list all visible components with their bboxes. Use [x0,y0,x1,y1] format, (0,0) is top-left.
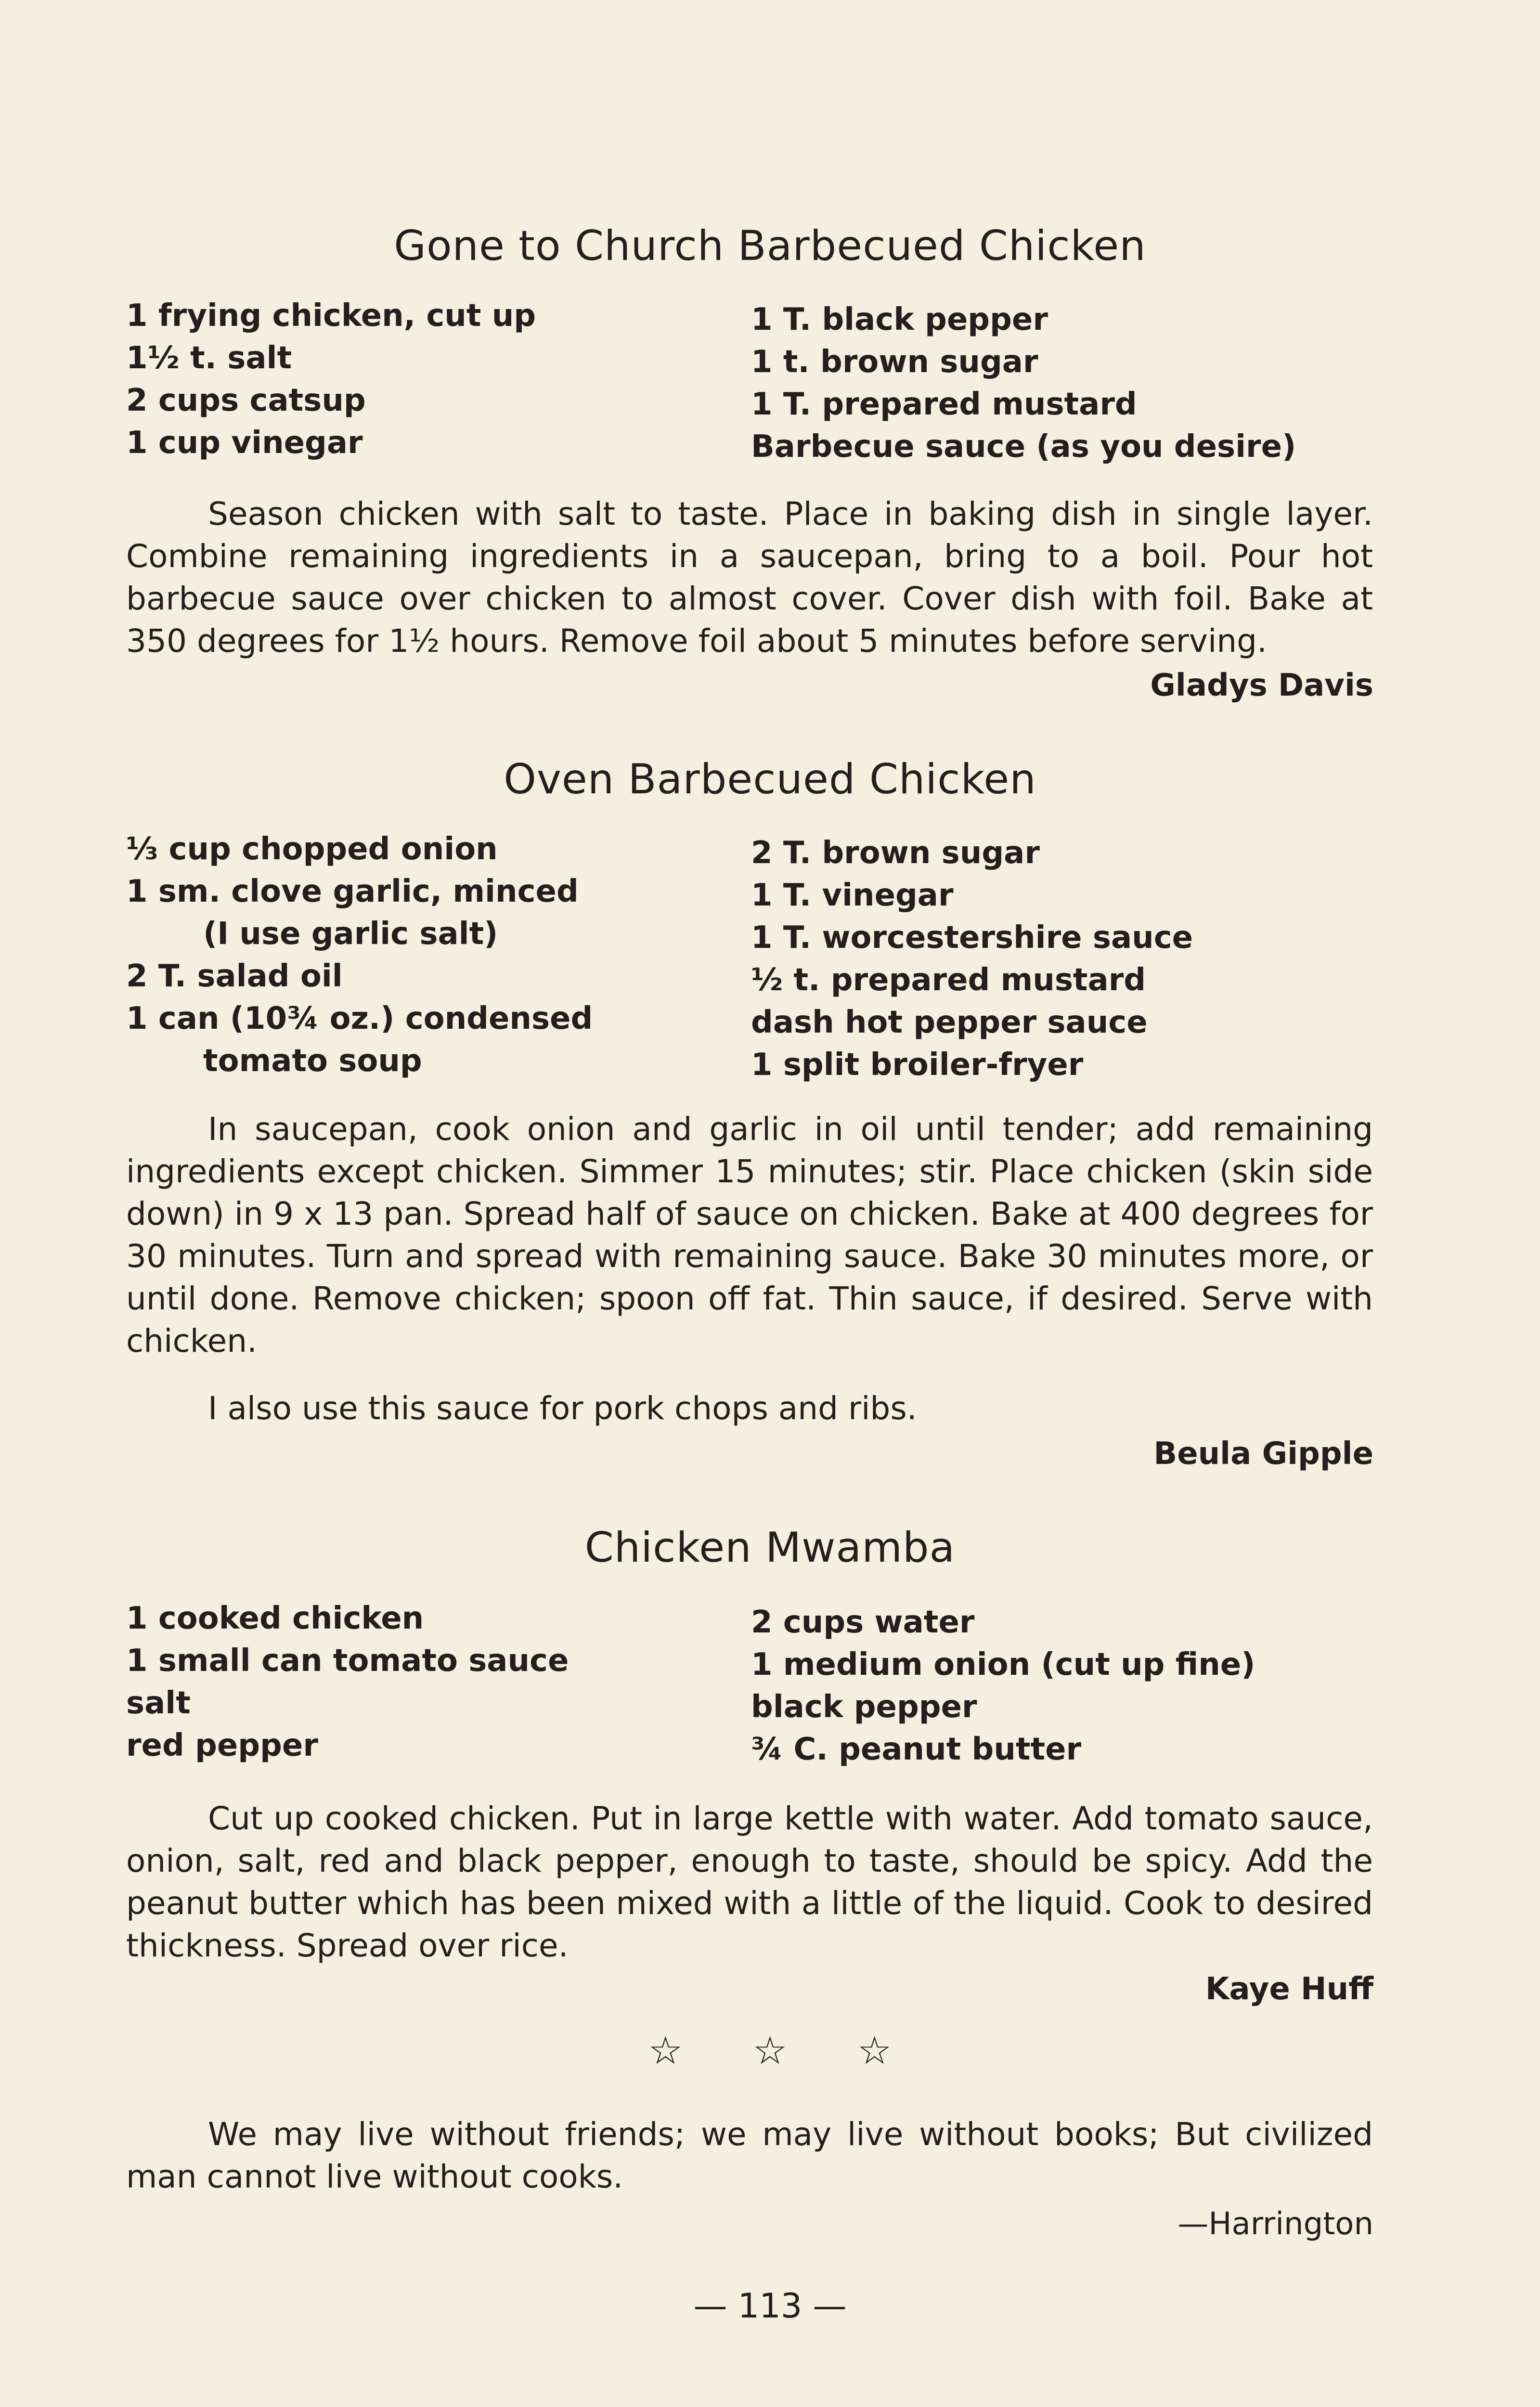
ingredient: ⅓ cup chopped onion [126,831,498,867]
recipe-note: I also use this sauce for pork chops and ribs. [208,1390,917,1427]
ingredient: 1 cup vinegar [126,425,363,461]
star-divider [0,2028,1540,2073]
star-icon: ☆ [857,2028,892,2073]
ingredient-list-right [751,1601,1255,1771]
ingredient: 1 sm. clove garlic, minced [126,874,579,909]
ingredient: 2 cups catsup [126,383,366,418]
ingredient-list-left [126,1597,569,1767]
ingredient: dash hot pepper sauce [751,1005,1148,1040]
recipe-author: Kaye Huff [1205,1971,1373,2007]
recipe-directions: In saucepan, cook onion and garlic in oil until tender; add remaining ingredients except chicken. Simmer 15 minutes; stir. Place chicken (skin side down) in 9 x 13 pan. Spread half of sauce on chicken. Bake at 400 degrees for 30 minutes. Turn and spread with remaining sauce. Bake 30 minutes more, or until done. Remove chicken; spoon off fat. Thin sauce, if desired. Serve with chicken. [126,1111,1373,1359]
ingredient: 1 T. prepared mustard [751,387,1137,422]
ingredient: 1 T. black pepper [751,302,1048,337]
page-number: — 113 — [693,2286,847,2326]
ingredient: 1 cooked chicken [126,1601,424,1636]
ingredient: ½ t. prepared mustard [751,962,1146,998]
ingredient: (I use garlic salt) [203,916,498,952]
quote-author: —Harrington [1178,2206,1373,2242]
ingredient: red pepper [126,1728,318,1763]
star-icon: ☆ [752,2028,788,2073]
ingredient: black pepper [751,1689,977,1725]
quote-text: We may live without friends; we may live without books; But civilized man cannot live without cooks. [126,2116,1373,2195]
recipe-author: Beula Gipple [1153,1436,1373,1472]
ingredient: 2 cups water [751,1605,975,1640]
ingredient: 1 T. worcestershire sauce [751,920,1193,956]
ingredient: salt [126,1685,191,1721]
recipe-title: Chicken Mwamba [584,1524,956,1572]
ingredient-list-right [751,832,1193,1086]
ingredient: 1 split broiler-fryer [751,1047,1084,1083]
ingredient-list-left [126,828,593,1082]
ingredient-list-left [126,295,536,464]
recipe-title: Gone to Church Barbecued Chicken [394,222,1146,270]
ingredient: 1½ t. salt [126,340,292,376]
ingredient: 1 frying chicken, cut up [126,298,536,334]
ingredient-list-right [751,298,1296,468]
ingredient: 1 T. vinegar [751,878,954,913]
ingredient: Barbecue sauce (as you desire) [751,429,1296,465]
recipe-title: Oven Barbecued Chicken [504,755,1036,803]
ingredient: ¾ C. peanut butter [751,1732,1082,1767]
ingredient: 2 T. brown sugar [751,835,1040,871]
ingredient: 1 medium onion (cut up fine) [751,1647,1255,1682]
recipe-directions: Cut up cooked chicken. Put in large kettle with water. Add tomato sauce, onion, salt, red and black pepper, enough to taste, should be spicy. Add the peanut butter which has been mixed with a little of the liquid. Cook to desired thickness. Spread over rice. [126,1800,1373,1964]
ingredient: 2 T. salad oil [126,958,343,994]
ingredient: 1 t. brown sugar [751,344,1038,380]
ingredient: 1 can (10¾ oz.) condensed [126,1001,593,1036]
recipe-author: Gladys Davis [1150,668,1373,703]
ingredient: tomato soup [203,1043,422,1079]
star-icon: ☆ [648,2028,683,2073]
ingredient: 1 small can tomato sauce [126,1643,569,1679]
recipe-directions: Season chicken with salt to taste. Place in baking dish in single layer. Combine remaining ingredients in a saucepan, bring to a boil. Pour hot barbecue sauce over chicken to almost cover. Cover dish with foil. Bake at 350 degrees for 1½ hours. Remove foil about 5 minutes before serving. [126,495,1373,660]
